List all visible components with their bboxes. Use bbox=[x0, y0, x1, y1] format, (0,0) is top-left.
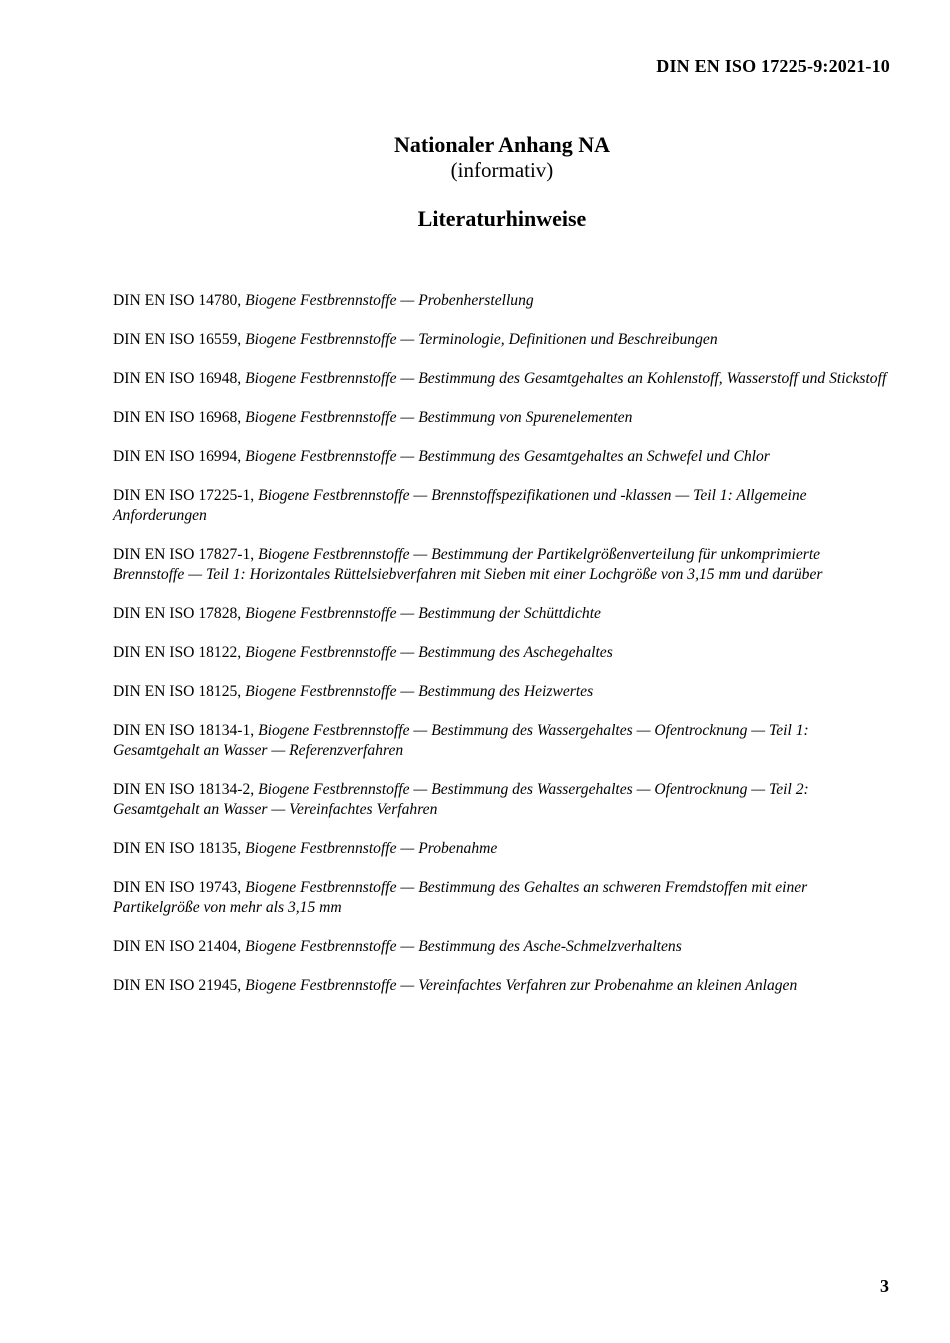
reference-item bbox=[113, 408, 888, 428]
reference-title: Biogene Festbrennstoffe — Bestimmung des Wassergehaltes — Ofentrocknung — Teil 1: Gesamtgehalt an Wasser — Referenzverfahren bbox=[113, 722, 809, 759]
reference-number: DIN EN ISO 18134-2, bbox=[113, 781, 259, 798]
annex-title: Nationaler Anhang NA bbox=[394, 132, 610, 157]
reference-list bbox=[113, 291, 888, 1015]
reference-item bbox=[113, 937, 888, 957]
reference-number: DIN EN ISO 17225-1, bbox=[113, 487, 259, 504]
reference-item bbox=[113, 447, 888, 467]
reference-number: DIN EN ISO 18135, bbox=[113, 840, 246, 857]
reference-item bbox=[113, 780, 888, 820]
annex-type: (informativ) bbox=[450, 158, 554, 182]
reference-title: Biogene Festbrennstoffe — Probenahme bbox=[245, 840, 498, 857]
reference-title: Biogene Festbrennstoffe — Bestimmung des Wassergehaltes — Ofentrocknung — Teil 2: Gesamtgehalt an Wasser — Vereinfachtes Verfahren bbox=[113, 781, 809, 818]
document-number: DIN EN ISO 17225-9:2021-10 bbox=[656, 56, 890, 76]
reference-item bbox=[113, 604, 888, 624]
reference-number: DIN EN ISO 16948, bbox=[113, 370, 246, 387]
reference-item bbox=[113, 976, 888, 996]
reference-title: Biogene Festbrennstoffe — Bestimmung der Schüttdichte bbox=[245, 605, 601, 622]
reference-title: Biogene Festbrennstoffe — Brennstoffspezifikationen und -klassen — Teil 1: Allgemeine Anforderungen bbox=[113, 487, 807, 524]
reference-number: DIN EN ISO 16994, bbox=[113, 448, 246, 465]
reference-title: Biogene Festbrennstoffe — Bestimmung des Gesamtgehaltes an Kohlenstoff, Wasserstoff und Stickstoff bbox=[245, 370, 887, 387]
reference-item bbox=[113, 721, 888, 761]
reference-title: Biogene Festbrennstoffe — Bestimmung des Heizwertes bbox=[245, 683, 594, 700]
reference-item bbox=[113, 291, 888, 311]
reference-item bbox=[113, 643, 888, 663]
page-number: 3 bbox=[880, 1276, 889, 1296]
reference-item bbox=[113, 682, 888, 702]
reference-item bbox=[113, 545, 888, 585]
reference-number: DIN EN ISO 17828, bbox=[113, 605, 246, 622]
reference-number: DIN EN ISO 21945, bbox=[113, 977, 246, 994]
reference-number: DIN EN ISO 18125, bbox=[113, 683, 246, 700]
reference-number: DIN EN ISO 19743, bbox=[113, 879, 246, 896]
reference-number: DIN EN ISO 16559, bbox=[113, 331, 246, 348]
reference-item bbox=[113, 486, 888, 526]
reference-title: Biogene Festbrennstoffe — Bestimmung der Partikelgrößenverteilung für unkomprimierte Brennstoffe — Teil 1: Horizontales Rüttelsiebverfahren mit Sieben mit einer Lochgröße von 3,15 mm und darüber bbox=[113, 546, 823, 583]
reference-number: DIN EN ISO 18122, bbox=[113, 644, 246, 661]
reference-item bbox=[113, 839, 888, 859]
reference-number: DIN EN ISO 18134-1, bbox=[113, 722, 259, 739]
reference-number: DIN EN ISO 17827-1, bbox=[113, 546, 259, 563]
reference-title: Biogene Festbrennstoffe — Bestimmung des Asche-Schmelzverhaltens bbox=[245, 938, 682, 955]
reference-item bbox=[113, 878, 888, 918]
reference-title: Biogene Festbrennstoffe — Bestimmung des Gehaltes an schweren Fremdstoffen mit einer Partikelgröße von mehr als 3,15 mm bbox=[113, 879, 808, 916]
reference-title: Biogene Festbrennstoffe — Terminologie, Definitionen und Beschreibungen bbox=[245, 331, 718, 348]
section-title: Literaturhinweise bbox=[417, 206, 587, 231]
reference-item bbox=[113, 330, 888, 350]
reference-number: DIN EN ISO 16968, bbox=[113, 409, 246, 426]
reference-title: Biogene Festbrennstoffe — Bestimmung des Gesamtgehaltes an Schwefel und Chlor bbox=[245, 448, 770, 465]
reference-title: Biogene Festbrennstoffe — Bestimmung des Aschegehaltes bbox=[245, 644, 613, 661]
reference-title: Biogene Festbrennstoffe — Vereinfachtes Verfahren zur Probenahme an kleinen Anlagen bbox=[245, 977, 798, 994]
reference-title: Biogene Festbrennstoffe — Bestimmung von Spurenelementen bbox=[245, 409, 633, 426]
reference-number: DIN EN ISO 21404, bbox=[113, 938, 246, 955]
reference-item bbox=[113, 369, 888, 389]
reference-number: DIN EN ISO 14780, bbox=[113, 292, 246, 309]
reference-title: Biogene Festbrennstoffe — Probenherstellung bbox=[245, 292, 534, 309]
